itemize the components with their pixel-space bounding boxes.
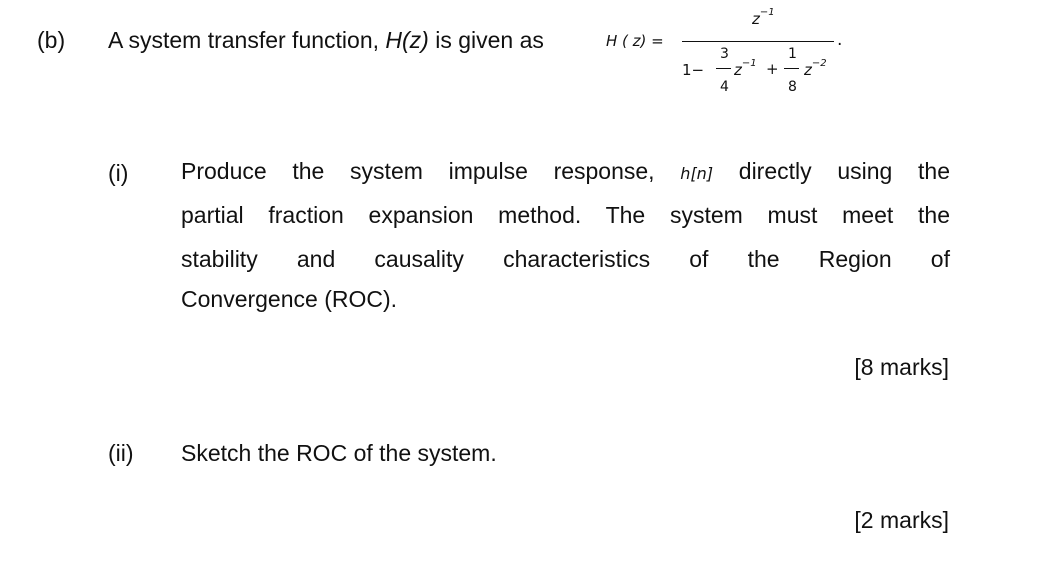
question-i-line-2: partial fraction expansion method. The system must meet the [181,202,950,228]
question-i-label: (i) [108,160,129,186]
equation-lhs: H ( z) = [606,32,664,50]
frac2-denominator: 8 [788,79,797,95]
question-ii-text: Sketch the ROC of the system. [181,440,497,466]
frac2-bar [784,68,799,69]
term1-variable: $z^{-1}$ [734,58,757,79]
equation-period: . [837,30,843,50]
main-fraction-bar [682,41,834,42]
question-i-marks: [8 marks] [854,354,949,380]
equation-numerator: $z^{-1}$ [752,7,775,28]
question-i-line-4: Convergence (ROC). [181,286,398,312]
part-label: (b) [37,27,66,53]
impulse-response-symbol: h[n] [680,164,714,183]
question-i-line-1: Produce the system impulse response, h[n] directly using the [181,158,951,184]
denominator-one-minus: 1− [682,61,705,79]
intro-text: A system transfer function, [108,27,380,53]
frac1-denominator: 4 [720,79,729,95]
intro-tail: is given as [435,27,544,53]
frac1-bar [716,68,731,69]
plus-sign: + [766,60,779,78]
question-i-text [181,149,950,321]
question-i-line-3: stability and causality characteristics of the Region of [181,246,950,272]
frac2-numerator: 1 [788,46,797,62]
term2-variable: $z^{-2}$ [804,58,827,79]
question-ii-label: (ii) [108,440,134,466]
intro-function: H(z) [385,27,429,53]
frac1-numerator: 3 [720,46,729,62]
transfer-function-equation [0,0,1041,120]
question-ii-marks: [2 marks] [854,507,949,533]
